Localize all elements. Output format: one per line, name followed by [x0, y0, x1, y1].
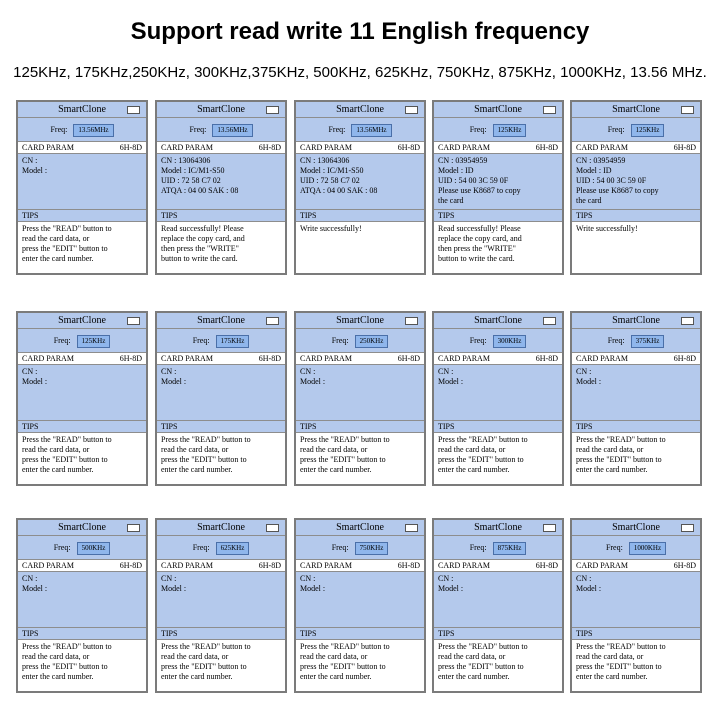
tips-line: Press the "READ" button to [576, 642, 666, 651]
freq-label: Freq: [469, 336, 487, 345]
card-param-line: CN : [22, 574, 38, 583]
tips-area [434, 222, 562, 266]
card-param-label: CARD PARAM [161, 561, 213, 570]
screen-title-bar [18, 102, 146, 118]
tips-line: read the card data, or [22, 234, 90, 243]
tips-line: read the card data, or [22, 445, 90, 454]
screen-title-bar [434, 102, 562, 118]
frequency-row [572, 329, 700, 353]
tips-area [434, 433, 562, 477]
tips-line: Press the "READ" button to [300, 435, 390, 444]
tips-area [157, 222, 285, 266]
tips-area [157, 640, 285, 684]
tips-header: TIPS [18, 210, 146, 222]
card-param-area [18, 154, 146, 210]
card-param-line: Model : [22, 584, 48, 593]
tips-line: button to write the card. [438, 254, 515, 263]
card-param-line: UID : 54 00 3C 59 0F [576, 176, 647, 185]
frequency-selector[interactable]: 13.56MHz [351, 124, 391, 137]
frequency-selector[interactable]: 250KHz [355, 335, 389, 348]
card-param-line: Please use K8687 to copy [576, 186, 659, 195]
tips-area [18, 433, 146, 477]
card-code: 6H-8D [258, 561, 281, 570]
frequency-selector[interactable]: 500KHz [77, 542, 111, 555]
card-param-area [434, 154, 562, 210]
card-code: 6H-8D [258, 143, 281, 152]
screen-title-bar [18, 313, 146, 329]
app-title: SmartClone [612, 315, 660, 326]
tips-header: TIPS [157, 628, 285, 640]
battery-icon [266, 106, 279, 114]
app-title: SmartClone [612, 104, 660, 115]
tips-area [157, 433, 285, 477]
card-param-line: ATQA : 04 00 SAK : 08 [161, 186, 239, 195]
device-screen [16, 100, 148, 275]
card-param-area [296, 154, 424, 210]
card-param-line: CN : [438, 367, 454, 376]
device-screen [432, 100, 564, 275]
card-param-line: UID : 72 58 C7 02 [300, 176, 360, 185]
card-param-area [296, 572, 424, 628]
card-param-line: Model : [161, 377, 187, 386]
card-param-area [434, 365, 562, 421]
device-screen [570, 518, 702, 693]
freq-label: Freq: [605, 543, 623, 552]
tips-line: read the card data, or [438, 445, 506, 454]
card-param-line: Model : [576, 377, 602, 386]
frequency-selector[interactable]: 175KHz [216, 335, 250, 348]
tips-line: read the card data, or [161, 652, 229, 661]
frequency-selector[interactable]: 125KHz [77, 335, 111, 348]
card-param-line: UID : 72 58 C7 02 [161, 176, 221, 185]
battery-icon [127, 106, 140, 114]
card-param-line: ATQA : 04 00 SAK : 08 [300, 186, 378, 195]
card-param-line: CN : [161, 574, 177, 583]
tips-area [296, 222, 424, 236]
card-param-area [572, 572, 700, 628]
frequency-row [434, 118, 562, 142]
screen-title-bar [434, 313, 562, 329]
tips-line: then press the "WRITE" [161, 244, 239, 253]
card-param-header [572, 353, 700, 365]
tips-line: enter the card number. [576, 672, 648, 681]
frequency-selector[interactable]: 125KHz [631, 124, 665, 137]
card-code: 6H-8D [673, 143, 696, 152]
card-param-header [296, 353, 424, 365]
card-param-line: CN : [22, 156, 38, 165]
tips-area [572, 640, 700, 684]
app-title: SmartClone [58, 315, 106, 326]
battery-icon [681, 524, 694, 532]
tips-area [572, 433, 700, 477]
card-param-area [157, 572, 285, 628]
card-param-header [18, 142, 146, 154]
tips-header: TIPS [434, 421, 562, 433]
app-title: SmartClone [474, 522, 522, 533]
battery-icon [543, 524, 556, 532]
card-param-line: Model : [22, 166, 48, 175]
freq-label: Freq: [331, 543, 349, 552]
screen-title-bar [157, 313, 285, 329]
tips-header: TIPS [296, 210, 424, 222]
card-param-line: Model : [300, 377, 326, 386]
card-param-label: CARD PARAM [576, 354, 628, 363]
tips-line: press the "EDIT" button to [438, 455, 524, 464]
device-screen [294, 100, 426, 275]
battery-icon [405, 317, 418, 325]
frequency-row [18, 118, 146, 142]
frequency-list: 125KHz, 175KHz,250KHz, 300KHz,375KHz, 500KHz, 625KHz, 750KHz, 875KHz, 1000KHz, 13.56 MHz. [13, 64, 707, 81]
frequency-row [296, 118, 424, 142]
device-screen [294, 311, 426, 486]
app-title: SmartClone [197, 315, 245, 326]
card-param-line: CN : [22, 367, 38, 376]
device-screen [570, 311, 702, 486]
card-param-header [296, 142, 424, 154]
app-title: SmartClone [58, 522, 106, 533]
tips-line: Write successfully! [576, 224, 638, 233]
card-param-header [18, 353, 146, 365]
tips-line: enter the card number. [22, 672, 94, 681]
freq-label: Freq: [192, 336, 210, 345]
tips-line: Write successfully! [300, 224, 362, 233]
card-param-line: Please use K8687 to copy [438, 186, 521, 195]
tips-header: TIPS [157, 210, 285, 222]
card-param-area [18, 365, 146, 421]
frequency-selector[interactable]: 13.56MHz [212, 124, 252, 137]
freq-label: Freq: [469, 125, 487, 134]
tips-line: read the card data, or [576, 445, 644, 454]
device-screen [155, 518, 287, 693]
card-param-line: CN : [576, 574, 592, 583]
frequency-row [572, 536, 700, 560]
app-title: SmartClone [612, 522, 660, 533]
screen-title-bar [572, 102, 700, 118]
device-screen [155, 311, 287, 486]
battery-icon [405, 106, 418, 114]
card-param-line: Model : [22, 377, 48, 386]
card-param-area [296, 365, 424, 421]
tips-line: Press the "READ" button to [22, 224, 112, 233]
tips-line: Press the "READ" button to [22, 642, 112, 651]
card-param-label: CARD PARAM [300, 354, 352, 363]
tips-line: button to write the card. [161, 254, 238, 263]
tips-header: TIPS [18, 628, 146, 640]
frequency-row [157, 329, 285, 353]
tips-line: replace the copy card, and [438, 234, 522, 243]
tips-line: enter the card number. [438, 672, 510, 681]
battery-icon [681, 317, 694, 325]
tips-line: read the card data, or [161, 445, 229, 454]
tips-header: TIPS [434, 628, 562, 640]
tips-line: Read successfully! Please [161, 224, 244, 233]
card-param-label: CARD PARAM [438, 561, 490, 570]
card-param-line: Model : [300, 584, 326, 593]
card-param-line: Model : IC/M1-S50 [300, 166, 364, 175]
card-param-area [18, 572, 146, 628]
card-param-label: CARD PARAM [300, 561, 352, 570]
frequency-selector[interactable]: 13.56MHz [73, 124, 113, 137]
app-title: SmartClone [336, 522, 384, 533]
card-param-label: CARD PARAM [438, 143, 490, 152]
device-screen [16, 518, 148, 693]
frequency-selector[interactable]: 750KHz [355, 542, 389, 555]
card-param-header [157, 560, 285, 572]
card-param-header [434, 353, 562, 365]
frequency-row [157, 118, 285, 142]
frequency-row [296, 536, 424, 560]
card-code: 6H-8D [119, 354, 142, 363]
tips-line: press the "EDIT" button to [576, 455, 662, 464]
frequency-selector[interactable]: 1000KHz [629, 542, 666, 555]
tips-header: TIPS [18, 421, 146, 433]
device-screen [432, 518, 564, 693]
tips-line: Press the "READ" button to [438, 435, 528, 444]
tips-line: read the card data, or [300, 445, 368, 454]
battery-icon [543, 317, 556, 325]
frequency-row [572, 118, 700, 142]
card-param-label: CARD PARAM [438, 354, 490, 363]
card-param-header [572, 142, 700, 154]
freq-label: Freq: [469, 543, 487, 552]
tips-line: Press the "READ" button to [438, 642, 528, 651]
app-title: SmartClone [197, 104, 245, 115]
card-param-line: CN : [300, 367, 316, 376]
app-title: SmartClone [474, 104, 522, 115]
card-code: 6H-8D [397, 561, 420, 570]
tips-line: Read successfully! Please [438, 224, 521, 233]
screen-title-bar [18, 520, 146, 536]
battery-icon [127, 317, 140, 325]
card-param-label: CARD PARAM [22, 561, 74, 570]
tips-line: press the "EDIT" button to [22, 662, 108, 671]
battery-icon [266, 317, 279, 325]
card-param-line: CN : 03954959 [576, 156, 626, 165]
tips-line: press the "EDIT" button to [438, 662, 524, 671]
card-param-header [157, 353, 285, 365]
frequency-row [434, 329, 562, 353]
device-screen [294, 518, 426, 693]
tips-line: Press the "READ" button to [22, 435, 112, 444]
tips-line: then press the "WRITE" [438, 244, 516, 253]
tips-header: TIPS [572, 210, 700, 222]
tips-area [18, 222, 146, 266]
freq-label: Freq: [607, 336, 625, 345]
device-screen [432, 311, 564, 486]
tips-header: TIPS [296, 628, 424, 640]
tips-line: enter the card number. [438, 465, 510, 474]
tips-line: enter the card number. [22, 465, 94, 474]
tips-header: TIPS [296, 421, 424, 433]
card-param-line: CN : [300, 574, 316, 583]
card-param-line: the card [576, 196, 602, 205]
tips-area [296, 433, 424, 477]
frequency-selector[interactable]: 300KHz [493, 335, 527, 348]
tips-header: TIPS [157, 421, 285, 433]
card-param-line: Model : [576, 584, 602, 593]
freq-label: Freq: [192, 543, 210, 552]
tips-line: enter the card number. [161, 672, 233, 681]
device-screen [16, 311, 148, 486]
tips-header: TIPS [572, 421, 700, 433]
card-param-line: Model : ID [438, 166, 474, 175]
tips-line: enter the card number. [576, 465, 648, 474]
card-code: 6H-8D [535, 561, 558, 570]
card-param-area [434, 572, 562, 628]
tips-line: Press the "READ" button to [161, 435, 251, 444]
frequency-selector[interactable]: 875KHz [493, 542, 527, 555]
frequency-row [18, 329, 146, 353]
frequency-row [18, 536, 146, 560]
card-param-line: the card [438, 196, 464, 205]
screen-title-bar [296, 313, 424, 329]
card-param-label: CARD PARAM [576, 143, 628, 152]
tips-line: enter the card number. [300, 672, 372, 681]
battery-icon [266, 524, 279, 532]
card-code: 6H-8D [119, 143, 142, 152]
tips-area [296, 640, 424, 684]
screen-title-bar [157, 520, 285, 536]
freq-label: Freq: [607, 125, 625, 134]
app-title: SmartClone [474, 315, 522, 326]
tips-area [572, 222, 700, 236]
card-code: 6H-8D [258, 354, 281, 363]
tips-line: enter the card number. [161, 465, 233, 474]
tips-header: TIPS [434, 210, 562, 222]
device-screen [155, 100, 287, 275]
tips-line: read the card data, or [576, 652, 644, 661]
tips-area [18, 640, 146, 684]
card-param-line: Model : ID [576, 166, 612, 175]
tips-line: enter the card number. [300, 465, 372, 474]
freq-label: Freq: [53, 336, 71, 345]
battery-icon [405, 524, 418, 532]
card-param-header [157, 142, 285, 154]
app-title: SmartClone [197, 522, 245, 533]
tips-area [434, 640, 562, 684]
screen-title-bar [572, 313, 700, 329]
card-param-header [572, 560, 700, 572]
freq-label: Freq: [331, 336, 349, 345]
card-param-line: UID : 54 00 3C 59 0F [438, 176, 509, 185]
tips-line: press the "EDIT" button to [161, 662, 247, 671]
card-param-line: CN : 03954959 [438, 156, 488, 165]
app-title: SmartClone [336, 315, 384, 326]
card-param-line: Model : [438, 584, 464, 593]
card-param-line: CN : [161, 367, 177, 376]
tips-line: press the "EDIT" button to [22, 455, 108, 464]
card-code: 6H-8D [535, 354, 558, 363]
card-code: 6H-8D [119, 561, 142, 570]
frequency-row [296, 329, 424, 353]
card-param-label: CARD PARAM [161, 354, 213, 363]
frequency-row [157, 536, 285, 560]
screen-title-bar [572, 520, 700, 536]
tips-header: TIPS [572, 628, 700, 640]
card-code: 6H-8D [535, 143, 558, 152]
screen-title-bar [434, 520, 562, 536]
tips-line: press the "EDIT" button to [22, 244, 108, 253]
freq-label: Freq: [53, 543, 71, 552]
card-param-header [18, 560, 146, 572]
freq-label: Freq: [50, 125, 68, 134]
card-param-header [434, 142, 562, 154]
card-param-label: CARD PARAM [576, 561, 628, 570]
card-param-line: CN : 13064306 [161, 156, 211, 165]
freq-label: Freq: [328, 125, 346, 134]
screen-title-bar [157, 102, 285, 118]
tips-line: enter the card number. [22, 254, 94, 263]
frequency-selector[interactable]: 625KHz [216, 542, 250, 555]
frequency-row [434, 536, 562, 560]
card-code: 6H-8D [673, 561, 696, 570]
frequency-selector[interactable]: 375KHz [631, 335, 665, 348]
tips-line: read the card data, or [300, 652, 368, 661]
screen-title-bar [296, 520, 424, 536]
card-param-area [157, 365, 285, 421]
card-param-label: CARD PARAM [300, 143, 352, 152]
card-param-line: Model : [161, 584, 187, 593]
battery-icon [681, 106, 694, 114]
battery-icon [127, 524, 140, 532]
device-screen [570, 100, 702, 275]
tips-line: press the "EDIT" button to [300, 662, 386, 671]
tips-line: press the "EDIT" button to [576, 662, 662, 671]
card-param-area [572, 365, 700, 421]
card-param-label: CARD PARAM [22, 143, 74, 152]
card-param-area [572, 154, 700, 210]
card-param-label: CARD PARAM [22, 354, 74, 363]
card-param-line: Model : [438, 377, 464, 386]
card-param-line: CN : 13064306 [300, 156, 350, 165]
tips-line: replace the copy card, and [161, 234, 245, 243]
page-heading: Support read write 11 English frequency [130, 18, 590, 45]
tips-line: press the "EDIT" button to [300, 455, 386, 464]
screen-title-bar [296, 102, 424, 118]
tips-line: read the card data, or [22, 652, 90, 661]
tips-line: read the card data, or [438, 652, 506, 661]
tips-line: Press the "READ" button to [300, 642, 390, 651]
tips-line: press the "EDIT" button to [161, 455, 247, 464]
card-code: 6H-8D [397, 143, 420, 152]
tips-line: Press the "READ" button to [576, 435, 666, 444]
app-title: SmartClone [336, 104, 384, 115]
card-param-line: Model : IC/M1-S50 [161, 166, 225, 175]
tips-line: Press the "READ" button to [161, 642, 251, 651]
card-param-area [157, 154, 285, 210]
battery-icon [543, 106, 556, 114]
card-param-line: CN : [576, 367, 592, 376]
card-code: 6H-8D [673, 354, 696, 363]
app-title: SmartClone [58, 104, 106, 115]
card-param-label: CARD PARAM [161, 143, 213, 152]
card-param-header [434, 560, 562, 572]
card-code: 6H-8D [397, 354, 420, 363]
frequency-selector[interactable]: 125KHz [493, 124, 527, 137]
card-param-line: CN : [438, 574, 454, 583]
freq-label: Freq: [189, 125, 207, 134]
card-param-header [296, 560, 424, 572]
